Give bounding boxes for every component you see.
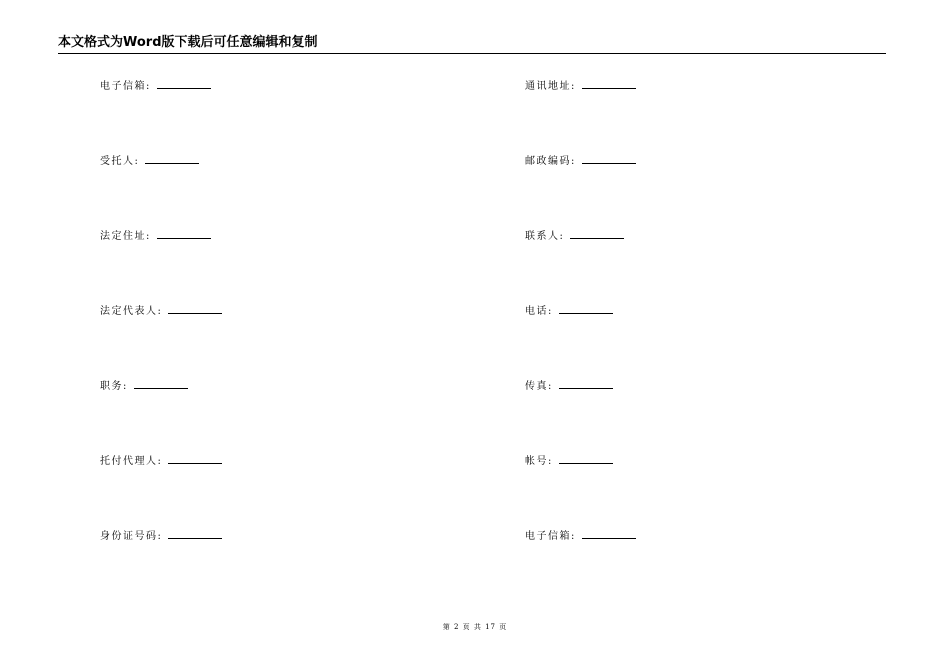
field-left-trustee [100,154,199,169]
field-label: 传真: [525,381,553,392]
fill-in-blank[interactable] [157,79,211,89]
field-right-phone [525,304,613,319]
field-label: 联系人: [525,231,565,242]
fill-in-blank[interactable] [168,304,222,314]
fill-in-blank[interactable] [582,529,636,539]
field-label: 电子信箱: [525,531,576,542]
field-right-postal-code [525,154,636,169]
field-left-position [100,379,188,394]
fill-in-blank[interactable] [134,379,188,389]
fill-in-blank[interactable] [559,379,613,389]
page-footer: 第 2 页 共 17 页 [442,623,508,631]
field-right-contact [525,229,624,244]
field-label: 通讯地址: [525,81,576,92]
fill-in-blank[interactable] [145,154,199,164]
field-left-id-number [100,529,222,544]
fill-in-blank[interactable] [168,454,222,464]
field-left-agent [100,454,222,469]
fill-in-blank[interactable] [582,79,636,89]
fill-in-blank[interactable] [157,229,211,239]
field-label: 职务: [100,381,128,392]
field-left-legal-representative [100,304,222,319]
field-label: 电子信箱: [100,81,151,92]
field-right-fax [525,379,613,394]
field-right-email [525,529,636,544]
fill-in-blank[interactable] [559,304,613,314]
field-label: 法定住址: [100,231,151,242]
field-right-account [525,454,613,469]
field-right-mailing-address [525,79,636,94]
page-header [58,34,886,54]
fill-in-blank[interactable] [559,454,613,464]
field-label: 邮政编码: [525,156,576,167]
field-left-legal-address [100,229,211,244]
field-label: 受托人: [100,156,140,167]
field-left-email [100,79,211,94]
field-label: 法定代表人: [100,306,163,317]
header-title: 本文格式为Word版下载后可任意编辑和复制 [58,35,318,50]
fill-in-blank[interactable] [168,529,222,539]
field-label: 帐号: [525,456,553,467]
field-label: 托付代理人: [100,456,163,467]
field-label: 身份证号码: [100,531,163,542]
fill-in-blank[interactable] [570,229,624,239]
fill-in-blank[interactable] [582,154,636,164]
field-label: 电话: [525,306,553,317]
